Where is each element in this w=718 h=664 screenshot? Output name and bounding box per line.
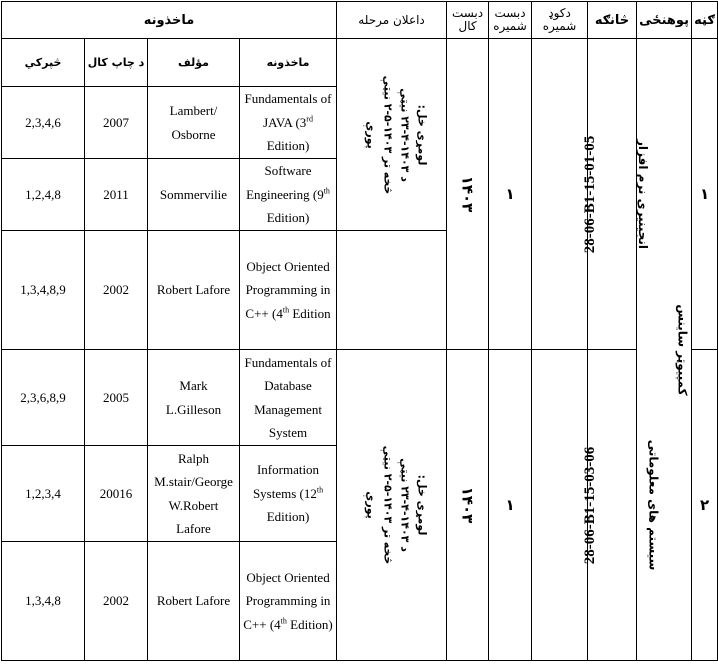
stage-line: څخه تر ۱۴۰۳-۵-۲ نیټې — [381, 75, 395, 194]
chapters-cell: 1,2,3,4 — [2, 446, 85, 542]
row-number-header: ګڼه — [692, 2, 718, 39]
faculty-name: کمپیوټر ساینس — [675, 303, 690, 396]
author-cell: Mark L.Gilleson — [148, 350, 240, 446]
chapters-cell: 1,3,4,8 — [2, 542, 85, 661]
chapters-cell: 2,3,4,6 — [2, 87, 85, 159]
stage-line: د ۱۴۰۳-۴-۲۳ نیټې — [398, 87, 412, 182]
source-cell — [240, 87, 337, 159]
stage-line: د ۱۴۰۳-۴-۲۳ نیټې — [398, 458, 412, 552]
chapters-cell: 2,3,6,8,9 — [2, 350, 85, 446]
admission-stage-cell-2 — [337, 350, 447, 661]
approval-year-1: ۱۴۰۳ — [458, 175, 477, 212]
faculty-header: پوهنځی — [637, 2, 692, 39]
source-cell — [240, 446, 337, 542]
sources-header: ماخذونه — [2, 2, 337, 39]
code-number-2: 28-06-B1-15-03-06 — [582, 446, 599, 565]
row-number-2: ۲ — [699, 495, 710, 514]
author-cell: Robert Lafore — [148, 542, 240, 661]
approval-number-cell-1 — [489, 39, 532, 350]
source-title: Object Oriented Programming in C++ (4 — [243, 569, 331, 632]
code-number-1: 28-06-B1-15-01-05 — [582, 135, 599, 254]
edition-suffix: rd — [306, 114, 313, 124]
source-cell — [240, 159, 337, 231]
year-cell: 2007 — [85, 87, 148, 159]
source-title-end: Edition) — [266, 210, 310, 226]
faculty-cell — [637, 39, 692, 661]
year-cell: 2002 — [85, 231, 148, 350]
year-cell: 2011 — [85, 159, 148, 231]
year-cell: 2005 — [85, 350, 148, 446]
admission-stage-text-1 — [362, 75, 430, 194]
chapters-cell: 1,2,4,8 — [2, 159, 85, 231]
approval-year-2: ۱۴۰۳ — [458, 486, 477, 523]
stage-line: پورې — [364, 491, 378, 519]
code-number-cell-1 — [532, 39, 599, 350]
chapters-subheader: څپرکي — [2, 39, 85, 87]
approval-number-header: دبست شمیره — [489, 2, 532, 39]
approval-number-cell-2 — [489, 350, 532, 661]
author-cell: Sommervilie — [148, 159, 240, 231]
source-title-end: Edition — [289, 305, 331, 321]
admission-stage-cell-1 — [337, 39, 447, 231]
edition-suffix: th — [323, 186, 330, 196]
admission-stage-header: داعلان مرحله — [337, 2, 447, 39]
chapters-cell: 1,3,4,8,9 — [2, 231, 85, 350]
edition-suffix: th — [316, 485, 324, 495]
stage-line: څخه تر ۱۴۰۳-۵-۲ نیټې — [381, 445, 395, 565]
edition-suffix: th — [282, 305, 290, 315]
source-subheader: ماخذونه — [240, 39, 337, 87]
year-cell: 20016 — [85, 446, 148, 542]
source-cell — [240, 542, 337, 661]
code-number-header: دکوډ شمیره — [532, 2, 588, 39]
stage-line: پورې — [364, 120, 378, 149]
source-title-end: Edition) — [266, 138, 310, 154]
header-row — [2, 2, 718, 39]
year-cell: 2002 — [85, 542, 148, 661]
program-name-1: انجینیری نرم افزار — [636, 138, 651, 250]
row-number-cell-1 — [692, 39, 718, 350]
source-title: Information Systems (12 — [252, 462, 320, 501]
program-header: څانګه — [588, 2, 637, 39]
code-number-cell-2 — [532, 350, 599, 661]
author-cell: Ralph M.stair/George W.Robert Lafore — [148, 446, 240, 542]
approval-year-cell-1 — [447, 39, 489, 350]
source-title-end: Edition) — [266, 509, 310, 525]
curriculum-table — [1, 1, 718, 661]
program-name-2: سیستم های معلوماتی — [646, 439, 661, 571]
edition-suffix: th — [280, 616, 287, 626]
approval-year-cell-2 — [447, 350, 489, 661]
stage-line: لومړی خل: — [415, 474, 429, 536]
admission-stage-text-2 — [362, 446, 430, 565]
source-cell — [240, 350, 337, 446]
approval-number-2: ۱ — [505, 495, 515, 514]
stage-line: لومړی خل: — [415, 104, 429, 165]
approval-year-header: دبست کال — [447, 2, 489, 39]
row-number-1: ۱ — [699, 184, 710, 203]
source-title: Object Oriented Programming in C++ (4 — [245, 258, 331, 321]
author-cell: Robert Lafore — [148, 231, 240, 350]
source-title: Fundamentals of Database Management System — [244, 354, 332, 440]
source-title: Software Engineering (9 — [246, 163, 324, 202]
source-title-end: Edition) — [286, 616, 333, 632]
row-number-cell-2 — [692, 350, 718, 661]
author-subheader: مؤلف — [148, 39, 240, 87]
subheader-row — [2, 39, 718, 87]
source-cell — [240, 231, 337, 350]
table-row — [2, 350, 718, 446]
print-year-subheader: د چاپ کال — [85, 39, 148, 87]
approval-number-1: ۱ — [505, 184, 515, 203]
author-cell: Lambert/ Osborne — [148, 87, 240, 159]
source-title: Fundamentals of JAVA (3 — [244, 91, 332, 130]
